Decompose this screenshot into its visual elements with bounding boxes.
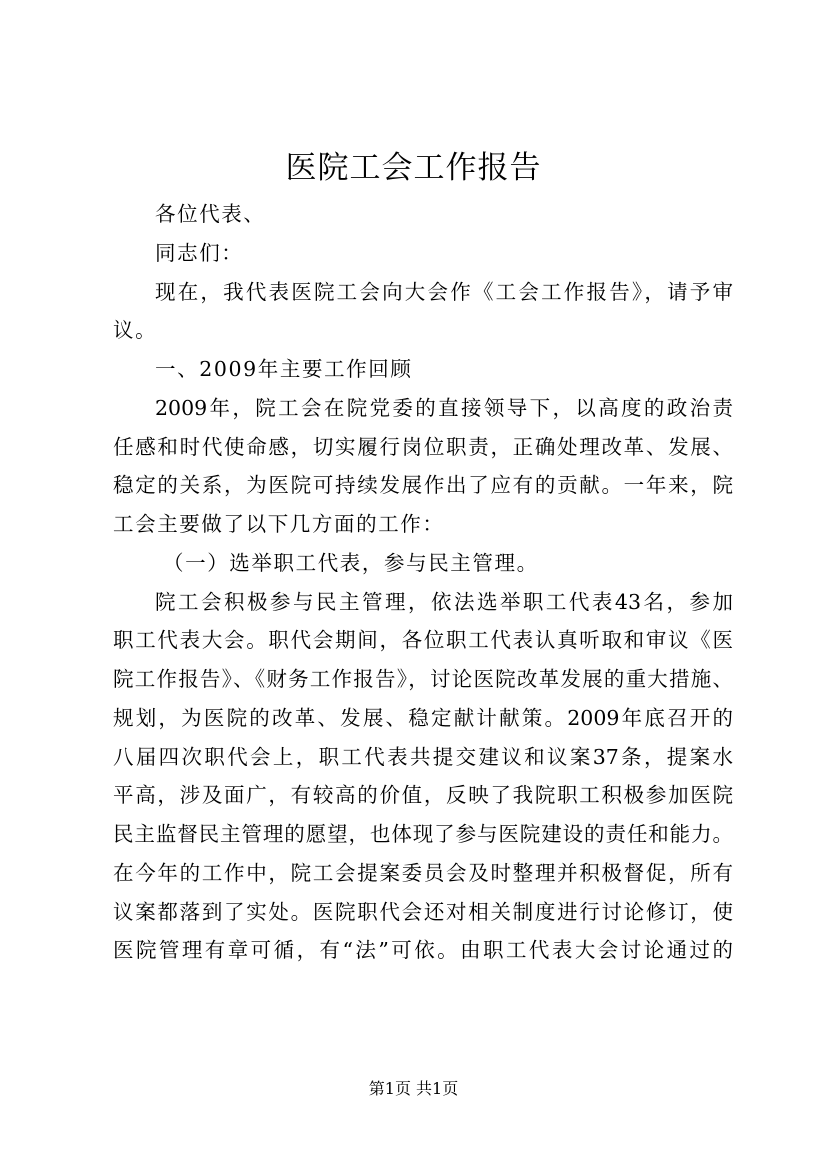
paragraph-line: 稳定的关系，为医院可持续发展作出了应有的贡献。一年来，院	[113, 473, 733, 498]
paragraph-line: 院工作报告》、《财务工作报告》，讨论医院改革发展的重大措施、	[113, 667, 733, 691]
paragraph-line: 八届四次职代会上，职工代表共提交建议和议案37条，提案水	[113, 744, 733, 769]
subsection-heading: （一）选举职工代表，参与民主管理。	[163, 550, 539, 575]
paragraph-line: 任感和时代使命感，切实履行岗位职责，正确处理改革、发展、	[113, 434, 733, 459]
page-number: 第1页 共1页	[368, 1079, 459, 1098]
paragraph-line: 2009年，院工会在院党委的直接领导下，以高度的政治责	[155, 395, 733, 420]
paragraph-line: 职工代表大会。职代会期间，各位职工代表认真听取和审议《医	[113, 628, 733, 653]
section-heading: 一、2009年主要工作回顾	[155, 357, 413, 381]
paragraph-line: 工会主要做了以下几方面的工作：	[113, 512, 445, 536]
paragraph-line: 现在，我代表医院工会向大会作《工会工作报告》，请予审	[155, 279, 733, 304]
paragraph-line: 规划，为医院的改革、发展、稳定献计献策。2009年底召开的	[113, 705, 733, 730]
paragraph-line: 院工会积极参与民主管理，依法选举职工代表43名，参加	[155, 589, 733, 614]
document-title: 医院工会工作报告	[285, 150, 542, 186]
paragraph-line: 民主监督民主管理的愿望，也体现了参与医院建设的责任和能力。	[113, 822, 733, 846]
paragraph-line: 医院管理有章可循，有“法”可依。由职工代表大会讨论通过的	[113, 938, 733, 963]
salutation-line: 同志们：	[155, 240, 244, 265]
paragraph-line: 议案都落到了实处。医院职代会还对相关制度进行讨论修订，使	[113, 899, 733, 924]
paragraph-line: 平高，涉及面广，有较高的价值，反映了我院职工积极参加医院	[113, 783, 733, 808]
paragraph-line: 议。	[113, 318, 158, 343]
document-body	[113, 195, 733, 970]
paragraph-line: 在今年的工作中，院工会提案委员会及时整理并积极督促，所有	[113, 860, 733, 885]
salutation-line: 各位代表、	[155, 202, 266, 226]
